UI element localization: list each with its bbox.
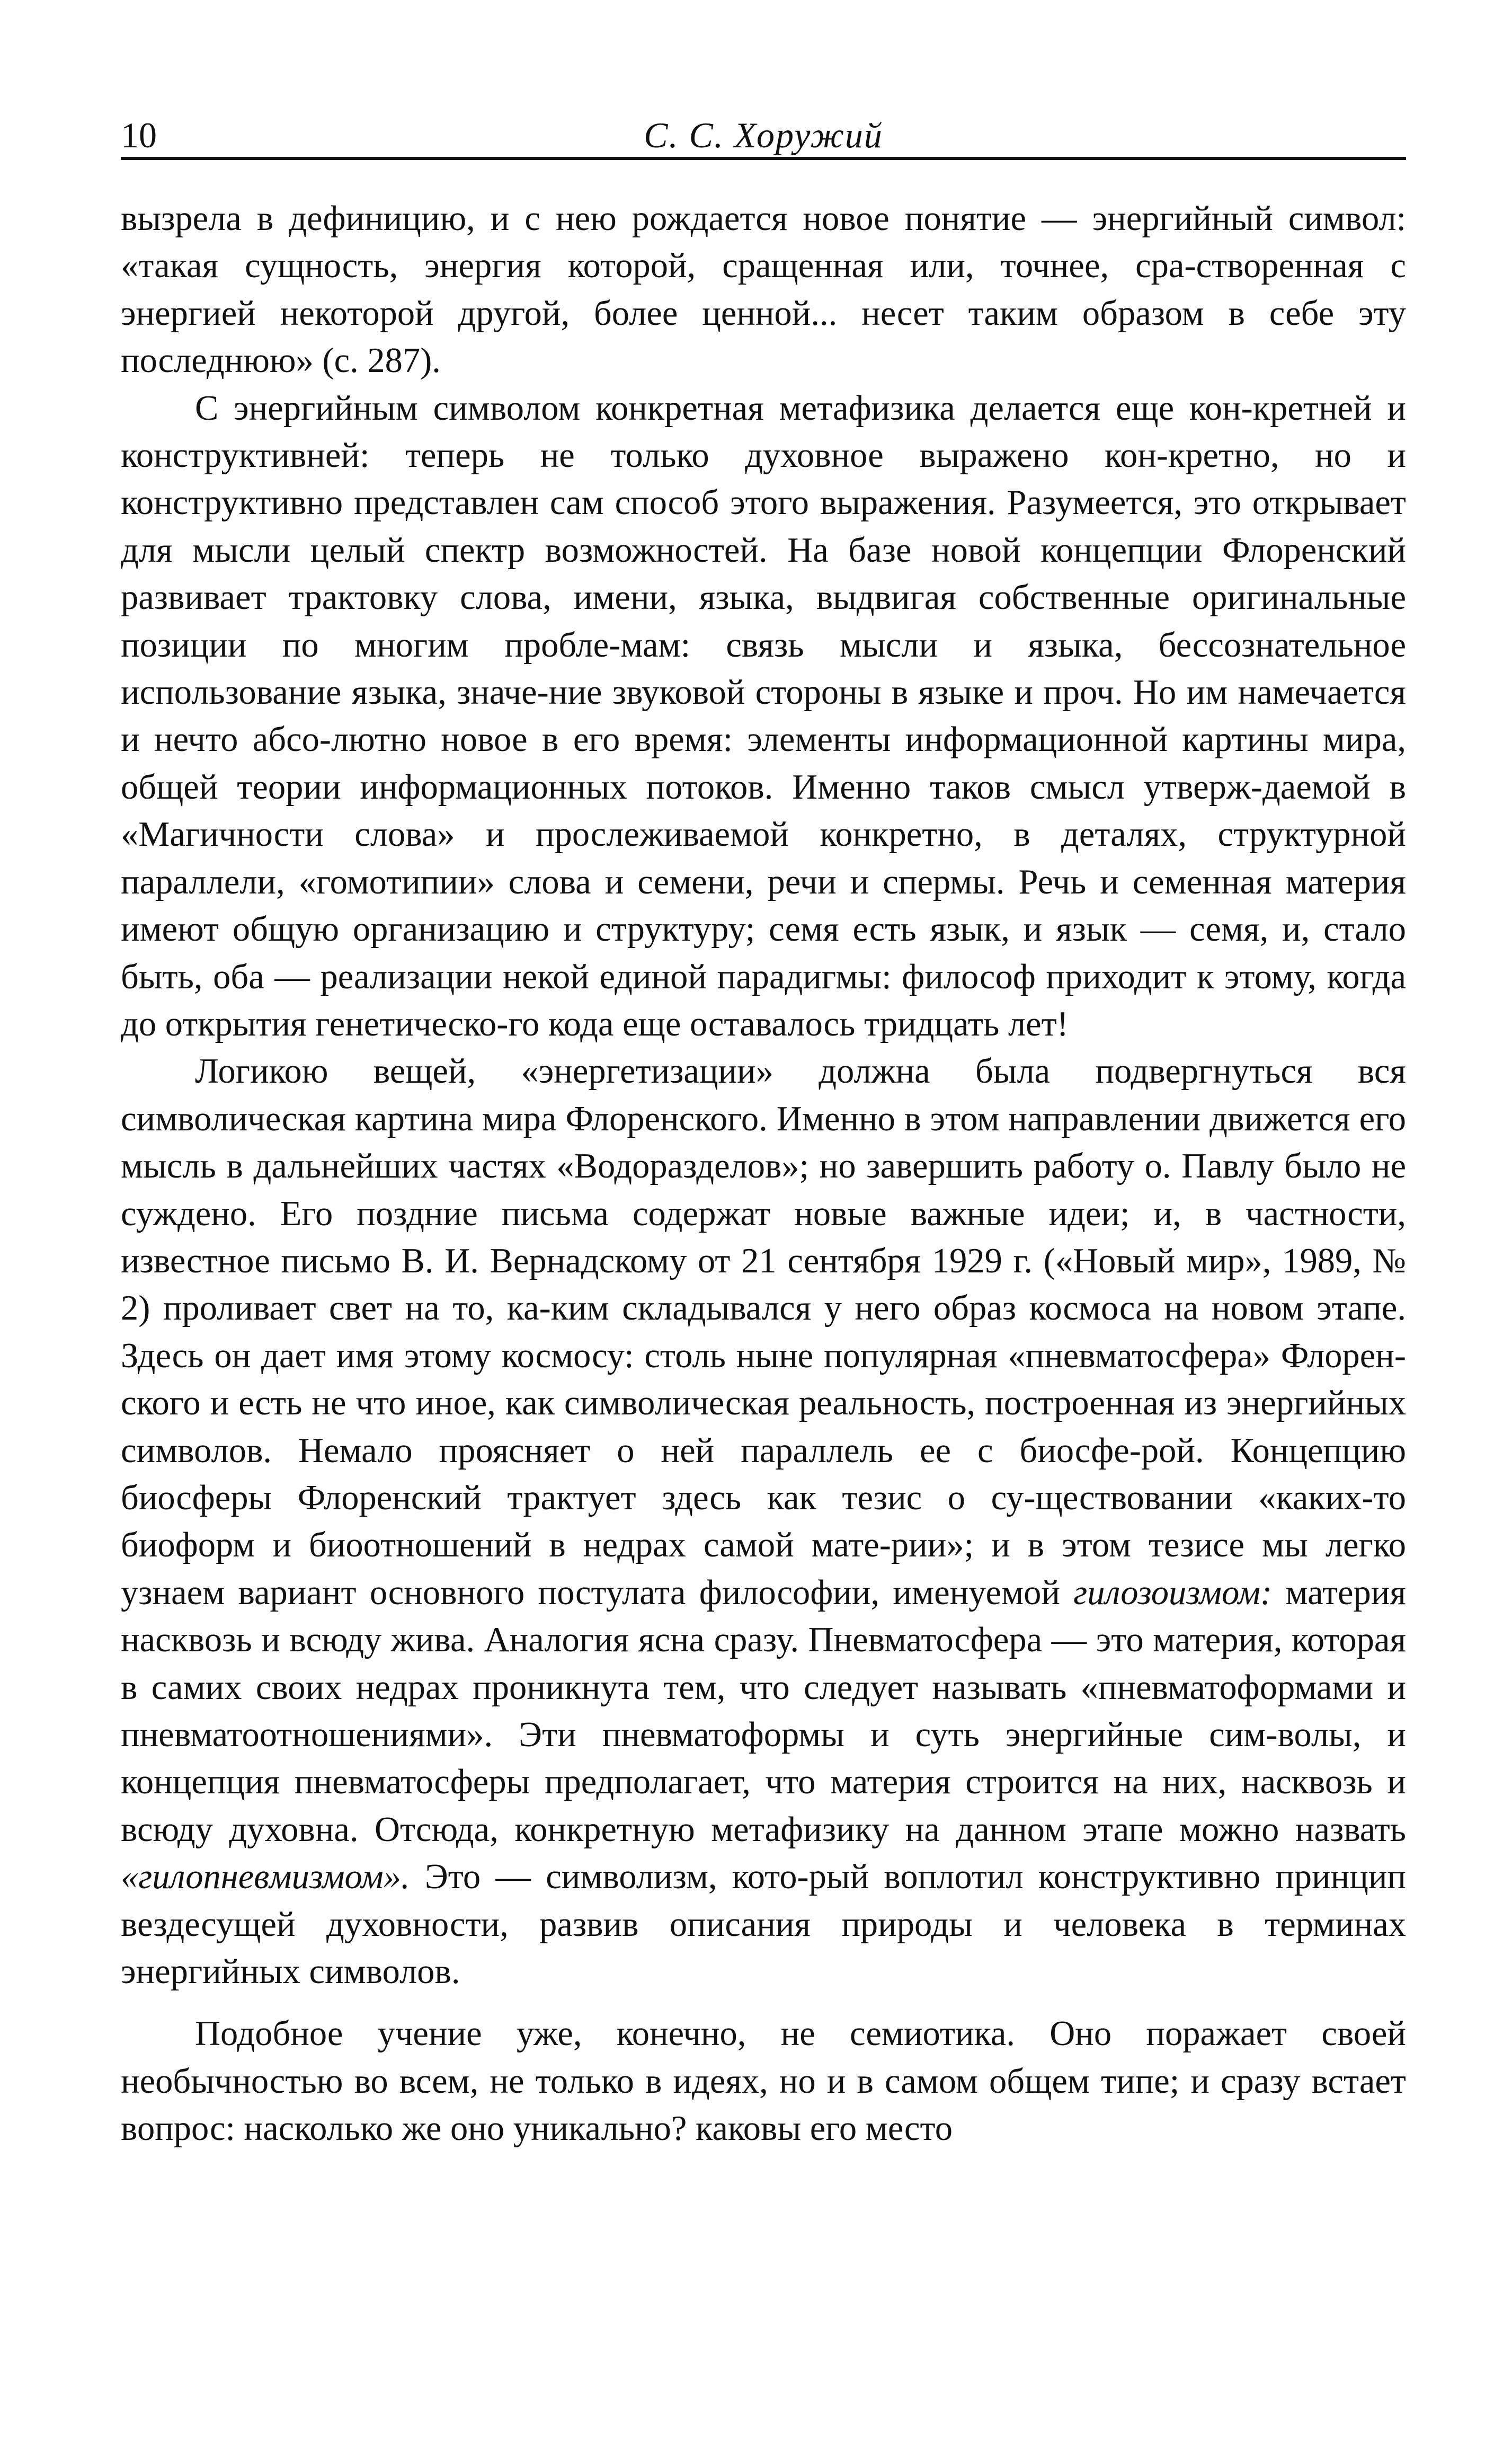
paragraph-3-part-2: материя насквозь и всюду жива. Аналогия ясна сразу. Пневматосфера — это материя, которая в самих своих недрах проникнута тем, что следует называть «пневматоформами и пневматоотношениями». Эти пневматоформы и суть энергийные сим-волы, и концепция пневматосферы предполагает, что материя строится на них, насквозь и всюду духовна. Отсюда, конкретную метафизику на данном этапе можно назвать bbox=[121, 1573, 1406, 1849]
paragraph-3-part-3: Это — символизм, кото-рый воплотил конструктивно принцип вездесущей духовности, развив описания природы и человека в терминах энергийных символов. bbox=[121, 1857, 1406, 1992]
paragraph-3-part-1: Логикою вещей, «энергетизации» должна была подвергнуться вся символическая картина мира Флоренского. Именно в этом направлении движется его мысль в дальнейших частях «Водоразделов»; но завершить работу о. Павлу было не суждено. Его поздние письма содержат новые важные идеи; и, в частности, известное письмо В. И. Вернадскому от 21 сентября 1929 г. («Новый мир», 1989, № 2) проливает свет на то, ка-ким складывался у него образ космоса на новом этапе. Здесь он дает имя этому космосу: столь ныне популярная «пневматосфера» Флорен-ского и есть не что иное, как символическая реальность, построенная из энергийных символов. Немало проясняет о ней параллель ее с биосфе-рой. Концепцию биосферы Флоренский трактует здесь как тезис о су-ществовании «каких-то биоформ и биоотношений в недрах самой мате-рии»; и в этом тезисе мы легко узнаем вариант основного постулата философии, именуемой bbox=[121, 1052, 1406, 1612]
paragraph-2: С энергийным символом конкретная метафизика делается еще кон-кретней и конструктивней: теперь не только духовное выражено кон-кретно, но и конструктивно представлен сам способ этого выражения. Разумеется, это открывает для мысли целый спектр возможностей. На базе новой концепции Флоренский развивает трактовку слова, имени, языка, выдвигая собственные оригинальные позиции по многим пробле-мам: связь мысли и языка, бессознательное использование языка, значе-ние звуковой стороны в языке и проч. Но им намечается и нечто абсо-лютно новое в его время: элементы информационной картины мира, общей теории информационных потоков. Именно таков смысл утверж-даемой в «Магичности слова» и прослеживаемой конкретно, в деталях, структурной параллели, «гомотипии» слова и семени, речи и спермы. Речь и семенная материя имеют общую организацию и структуру; семя есть язык, и язык — семя, и, стало быть, оба — реализации некой единой парадигмы: философ приходит к этому, когда до открытия генетическо-го кода еще оставалось тридцать лет! bbox=[121, 388, 1406, 1043]
page-number: 10 bbox=[121, 115, 157, 155]
paragraph-4: Подобное учение уже, конечно, не семиотика. Оно поражает своей необычностью во всем, не только в идеях, но и в самом общем типе; и сразу встает вопрос: насколько же оно уникально? каковы его место bbox=[121, 2014, 1406, 2148]
body-text bbox=[121, 195, 1406, 2153]
page-header bbox=[121, 114, 1406, 156]
paragraph-3 bbox=[121, 1048, 1406, 1995]
paragraph-1: вызрела в дефиницию, и с нею рождается новое понятие — энергийный символ: «такая сущность, энергия которой, сращенная или, точнее, сра-створенная с энергией некоторой другой, более ценной... несет таким образом в себе эту последнюю» (с. 287). bbox=[121, 199, 1406, 381]
header-rule bbox=[121, 157, 1406, 160]
italic-term-hylozoism: гилозоизмом: bbox=[1073, 1573, 1273, 1612]
italic-term-hylopneumism: «гилопневмизмом». bbox=[121, 1857, 410, 1897]
running-head: С. С. Хоружий bbox=[644, 115, 883, 155]
